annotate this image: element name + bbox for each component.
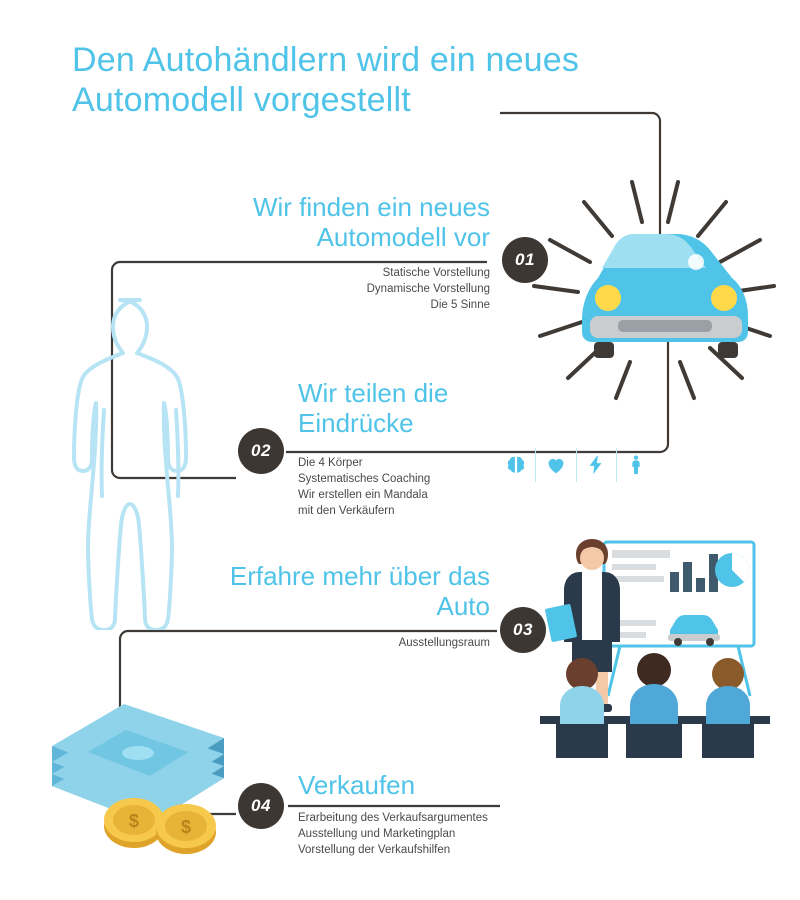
step-02-bullet-1: Die 4 Körper bbox=[298, 457, 363, 469]
step-04-bullet-1: Erarbeitung des Verkaufsargumentes bbox=[298, 812, 488, 824]
step-01-bullet-1: Statische Vorstellung bbox=[382, 267, 490, 279]
step-03-bullet-1: Ausstellungsraum bbox=[398, 637, 490, 649]
step-01-bullet-3: Die 5 Sinne bbox=[430, 298, 490, 311]
person-silhouette-icon bbox=[60, 290, 220, 630]
step-02-bullet-2: Systematisches Coaching bbox=[298, 472, 431, 485]
step-04-bullet-2: Ausstellung und Marketingplan bbox=[298, 827, 456, 840]
step-03-bullets bbox=[260, 636, 490, 652]
body-icon bbox=[617, 448, 656, 482]
four-bodies-icon-row bbox=[496, 448, 656, 482]
svg-text:$: $ bbox=[128, 811, 140, 831]
car-icon bbox=[520, 170, 780, 410]
step-04-badge: 04 bbox=[238, 783, 284, 829]
step-01-bullets bbox=[240, 266, 490, 314]
step-02-bullets bbox=[298, 456, 498, 519]
money-icon bbox=[38, 680, 238, 860]
step-02-heading: Wir teilen die Eindrücke bbox=[298, 378, 449, 439]
step-01-badge: 01 bbox=[502, 237, 548, 283]
step-01-heading: Wir finden ein neues Automodell vor bbox=[252, 192, 490, 253]
step-04-bullets bbox=[298, 811, 558, 859]
step-02-bullet-4: mit den Verkäufern bbox=[298, 504, 395, 517]
presentation-icon bbox=[520, 520, 780, 760]
step-01-bullet-2: Dynamische Vorstellung bbox=[366, 282, 490, 295]
bolt-icon bbox=[577, 448, 617, 482]
step-02-badge: 02 bbox=[238, 428, 284, 474]
step-03-heading: Erfahre mehr über das Auto bbox=[229, 561, 490, 622]
heart-icon bbox=[536, 448, 576, 482]
svg-text:$: $ bbox=[180, 817, 192, 837]
step-04-heading: Verkaufen bbox=[298, 770, 416, 800]
step-02-bullet-3: Wir erstellen ein Mandala bbox=[298, 488, 428, 501]
page-title: Den Autohändlern wird ein neues Automodell vorgestellt bbox=[72, 41, 580, 120]
brain-icon bbox=[496, 448, 536, 482]
step-03-badge: 03 bbox=[500, 607, 546, 653]
step-04-bullet-3: Vorstellung der Verkaufshilfen bbox=[298, 843, 451, 856]
